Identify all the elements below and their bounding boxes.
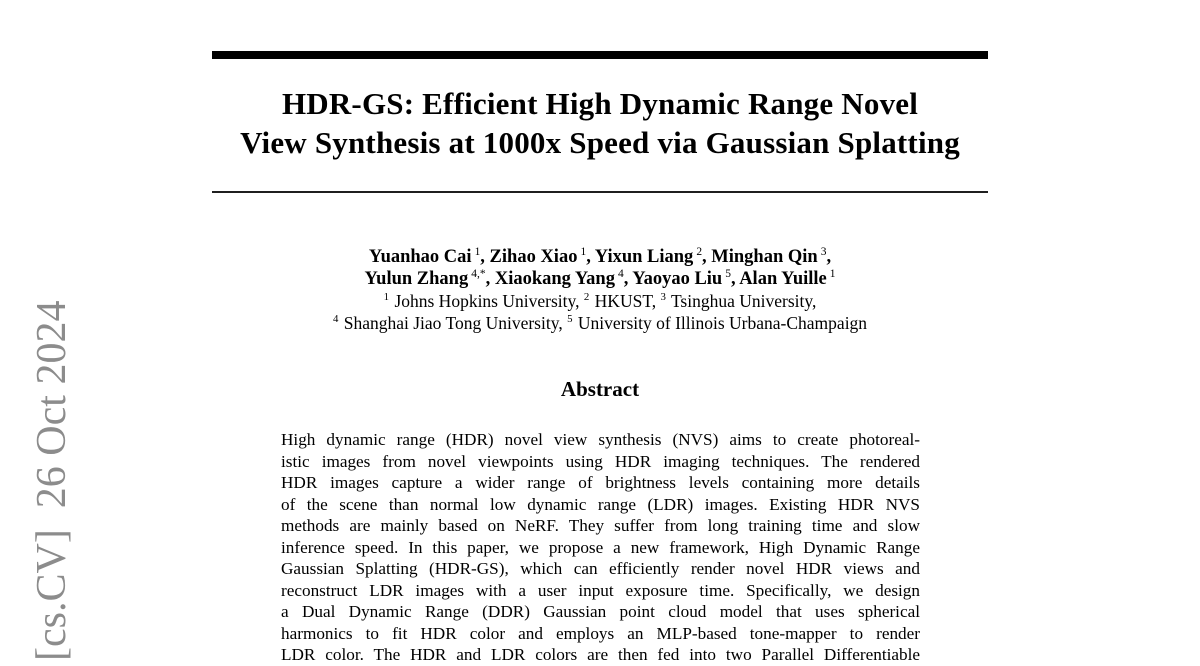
affiliation-superscript: 4 bbox=[332, 313, 339, 326]
abstract-line: LDR color. The HDR and LDR colors are then fed into two Parallel Differentiable bbox=[281, 645, 920, 664]
abstract-line: of the scene than normal low dynamic range (LDR) images. Existing HDR NVS bbox=[281, 494, 920, 514]
affiliation-superscript: 3 bbox=[660, 291, 666, 304]
abstract-line: harmonics to fit HDR color and employs an MLP-based tone-mapper to render bbox=[281, 623, 920, 643]
paper-title bbox=[212, 84, 988, 162]
abstract-line: Gaussian Splatting (HDR-GS), which can efficiently render novel HDR views and bbox=[281, 559, 920, 578]
abstract-line: a Dual Dynamic Range (DDR) Gaussian point cloud model that uses spherical bbox=[281, 602, 920, 621]
author-block bbox=[212, 246, 988, 334]
author-name: Yaoyao Liu bbox=[632, 269, 723, 289]
author-line: Yuanhao Cai $^1$, Zihao Xiao $^1$, Yixun Liang $^2$, Minghan Qin $^3$, bbox=[368, 245, 832, 267]
abstract-line: High dynamic range (HDR) novel view synthesis (NVS) aims to create photoreal- bbox=[281, 430, 920, 449]
affiliation-superscript: 1 bbox=[383, 291, 390, 304]
abstract-line: istic images from novel viewpoints using HDR imaging techniques. The rendered bbox=[281, 451, 920, 471]
abstract-text bbox=[281, 429, 920, 666]
author-name: Minghan Qin bbox=[711, 247, 818, 267]
abstract-line: HDR images capture a wider range of brightness levels containing more details bbox=[281, 473, 920, 492]
author-affiliation-superscript: 1 bbox=[580, 245, 587, 258]
author-affiliation-superscript: 1 bbox=[474, 245, 481, 258]
arxiv-watermark bbox=[24, 281, 84, 661]
author-affiliation-superscript: 4 bbox=[617, 267, 624, 280]
author-affiliation-superscript: 1 bbox=[829, 267, 836, 280]
author-affiliation-superscript: 5 bbox=[725, 267, 731, 280]
author-name: Yixun Liang bbox=[594, 247, 694, 267]
affiliation-superscript: 5 bbox=[567, 313, 573, 326]
author-name: Alan Yuille bbox=[739, 269, 827, 289]
abstract-line: reconstruct LDR images with a user input exposure time. Specifically, we design bbox=[281, 580, 920, 600]
title-rule-top bbox=[212, 51, 988, 59]
affiliation-line: $^4$ Shanghai Jiao Tong University, $^5$ University of Illinois Urbana-Champaign bbox=[332, 313, 868, 333]
author-affiliation-superscript: 4,* bbox=[471, 267, 486, 280]
abstract-heading: Abstract bbox=[560, 377, 640, 401]
arxiv-watermark-text: [cs.CV] 26 Oct 2024 bbox=[29, 300, 75, 661]
author-name: Yulun Zhang bbox=[364, 269, 469, 289]
affiliation-line: $^1$ Johns Hopkins University, $^2$ HKUST, $^3$ Tsinghua University, bbox=[383, 291, 817, 311]
paper-title-line-1: HDR-GS: Efficient High Dynamic Range Novel bbox=[281, 86, 919, 121]
author-name: Xiaokang Yang bbox=[494, 269, 615, 289]
author-name: Zihao Xiao bbox=[489, 247, 578, 267]
author-affiliation-superscript: 2 bbox=[696, 245, 703, 258]
abstract-line: inference speed. In this paper, we propose a new framework, High Dynamic Range bbox=[281, 537, 920, 557]
author-name: Yuanhao Cai bbox=[368, 247, 472, 267]
abstract-line: methods are mainly based on NeRF. They suffer from long training time and slow bbox=[281, 516, 920, 535]
paper-title-line-2: View Synthesis at 1000x Speed via Gaussian Splatting bbox=[240, 125, 960, 160]
author-line: Yulun Zhang $^{4,*}$, Xiaokang Yang $^4$, Yaoyao Liu $^5$, Alan Yuille $^1$ bbox=[364, 267, 836, 289]
affiliation-superscript: 2 bbox=[583, 291, 590, 304]
title-rule-bottom bbox=[212, 191, 988, 193]
author-affiliation-superscript: 3 bbox=[820, 245, 827, 258]
